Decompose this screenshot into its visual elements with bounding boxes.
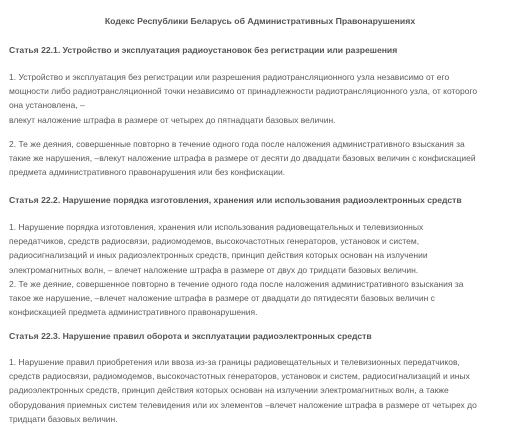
text-line: средств радиосвязи, радиомодемов, высокочастотных генераторов, установок и систем, радиосигнализаций и иных xyxy=(9,371,470,382)
text-line: такие же нарушения, –влекут наложение штрафа в размере от десяти до двадцати базовых величин с конфискацией xyxy=(9,153,476,164)
text-line: 2. Те же деяние, совершенное повторно в течение одного года после наложения административного взыскания за xyxy=(9,278,464,289)
text-line: 2. Те же деяния, совершенные повторно в течение одного года после наложения административного взыскания за xyxy=(9,139,465,149)
article-heading: Статья 22.3. Нарушение правил оборота и эксплуатации радиоэлектронных средств xyxy=(9,331,372,341)
text-line: радиоэлектронных средств, принцип действия которых основан на излучении электромагнитных волн, а также xyxy=(9,385,449,396)
article-heading: Статья 22.1. Устройство и эксплуатация радиоустановок без регистрации или разрешения xyxy=(9,45,398,55)
text-line: конфискацией предмета административного правонарушения. xyxy=(9,307,258,318)
text-line: 1. Устройство и эксплуатация без регистрации или разрешения радиотрансляционного узла независимо от его xyxy=(9,72,450,82)
paragraph-22-2 xyxy=(9,220,513,319)
text-line: передатчиков, средств радиосвязи, радиомодемов, высокочастотных генераторов, установок и систем, xyxy=(9,236,420,247)
text-line: предмета административного правонарушения или без конфискации. xyxy=(9,167,286,178)
text-line: влекут наложение штрафа в размере от четырех до пятнадцати базовых величин. xyxy=(9,114,336,125)
text-line: электромагнитных волн, – влечет наложение штрафа в размере от двух до тридцати базовых величин. xyxy=(9,264,419,275)
text-line: 1. Нарушение порядка изготовления, хранения или использования радиовещательных и телевизионных xyxy=(9,222,424,232)
text-line: мощности либо радиотрансляционной точки независимо от принадлежности радиотрансляционного узла, от которого xyxy=(9,86,478,97)
text-line: она установлена, – xyxy=(9,100,85,111)
text-line: такое же нарушение, –влечет наложение штрафа в размере от двадцати до пятидесяти базовых величин с xyxy=(9,293,435,304)
document-title: Кодекс Республики Беларусь об Административных Правонарушениях xyxy=(104,16,416,26)
section-heading-22-1 xyxy=(9,43,513,57)
section-heading-22-3 xyxy=(9,329,513,343)
text-line: тридцати базовых величин. xyxy=(9,413,118,424)
text-line: оборудования приемных систем телевидения или их элементов –влечет наложение штрафа в размере от четырех до xyxy=(9,399,477,410)
text-line: радиосигнализаций и иных радиоэлектронных средств, принцип действия которых основан на излучении xyxy=(9,250,428,261)
paragraph-22-1-1 xyxy=(9,70,513,127)
article-heading: Статья 22.2. Нарушение порядка изготовления, хранения или использования радиоэлектронных средств xyxy=(9,195,462,205)
text-line: 1. Нарушение правил приобретения или ввоза из-за границы радиовещательных и телевизионных передатчиков, xyxy=(9,357,460,367)
paragraph-22-1-2 xyxy=(9,137,513,180)
paragraph-22-3 xyxy=(9,355,513,426)
section-heading-22-2 xyxy=(9,193,513,207)
